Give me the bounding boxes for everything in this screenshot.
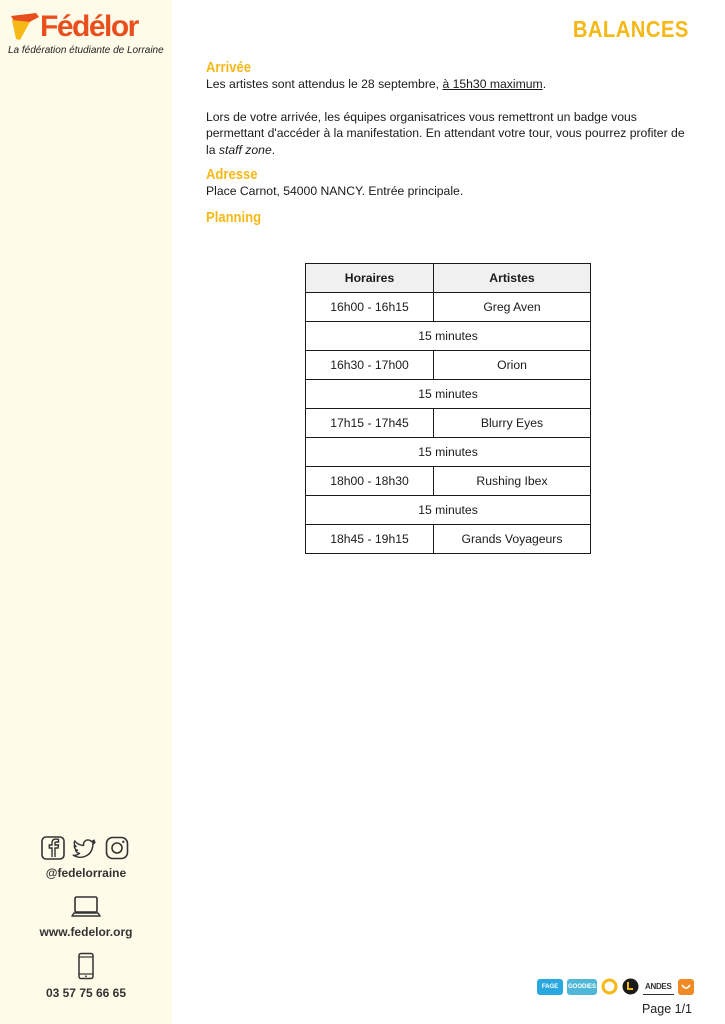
schedule-header-row (306, 264, 591, 293)
slot-time: 16h30 - 17h00 (306, 351, 434, 380)
slot-artist: Blurry Eyes (434, 409, 591, 438)
table-row (306, 525, 591, 554)
table-row (306, 438, 591, 467)
table-row (306, 467, 591, 496)
address-heading: Adresse (206, 167, 258, 183)
table-row (306, 409, 591, 438)
column-header-artist: Artistes (434, 264, 591, 293)
laptop-icon (71, 894, 101, 920)
slot-time: 18h00 - 18h30 (306, 467, 434, 496)
break-row: 15 minutes (306, 496, 591, 525)
sidebar (0, 0, 172, 1024)
arrival-deadline: à 15h30 maximum (442, 77, 543, 91)
table-row (306, 322, 591, 351)
slot-time: 17h15 - 17h45 (306, 409, 434, 438)
logo-wordmark: Fédélor (40, 10, 138, 43)
partner-logo-fage[interactable]: FAGE (537, 979, 563, 995)
fedelor-logo[interactable] (8, 12, 168, 56)
partner-logo-ring-icon[interactable] (601, 978, 618, 995)
slot-time: 18h45 - 19h15 (306, 525, 434, 554)
partner-logo-university-icon[interactable] (622, 978, 639, 995)
table-row (306, 496, 591, 525)
slot-time: 16h00 - 16h15 (306, 293, 434, 322)
schedule-table (305, 263, 591, 554)
twitter-icon[interactable] (72, 835, 98, 861)
logo-tagline: La fédération étudiante de Lorraine (8, 45, 164, 56)
break-row: 15 minutes (306, 438, 591, 467)
table-row (306, 380, 591, 409)
social-icons (40, 835, 130, 861)
partner-logo-goodies[interactable]: GOODIES (567, 979, 597, 995)
address-text: Place Carnot, 54000 NANCY. Entrée principale. (206, 184, 464, 198)
instagram-icon[interactable] (104, 835, 130, 861)
logo-mark-icon (8, 12, 42, 42)
facebook-icon[interactable] (40, 835, 66, 861)
document-title: BALANCES (573, 16, 689, 42)
planning-heading: Planning (206, 209, 262, 226)
website-link[interactable]: www.fedelor.org (39, 925, 133, 939)
slot-artist: Rushing Ibex (434, 467, 591, 496)
arrival-paragraph-2: Lors de votre arrivée, les équipes organisatrices vous remettront un badge vous permettant d'accéder à la manifestation. En attendant votre tour, vous pourrez profiter de la staff zone. (206, 109, 685, 157)
phone-number[interactable]: 03 57 75 66 65 (45, 986, 127, 1000)
main-content (206, 60, 696, 226)
page-number: Page 1/1 (641, 1002, 692, 1016)
arrival-heading: Arrivée (206, 60, 251, 76)
social-handle[interactable]: @fedelorraine (45, 866, 127, 880)
arrival-paragraph-1: Les artistes sont attendus le 28 septembre, à 15h30 maximum. (206, 77, 547, 91)
column-header-time: Horaires (306, 264, 434, 293)
partner-logo-orange-icon[interactable] (678, 979, 694, 995)
break-row: 15 minutes (306, 322, 591, 351)
phone-icon (77, 952, 95, 980)
partner-logos (537, 978, 694, 995)
staff-zone-term: staff zone (218, 142, 272, 157)
partner-logo-andes[interactable]: ANDES (643, 978, 674, 995)
slot-artist: Grands Voyageurs (434, 525, 591, 554)
slot-artist: Greg Aven (434, 293, 591, 322)
break-row: 15 minutes (306, 380, 591, 409)
slot-artist: Orion (434, 351, 591, 380)
table-row (306, 293, 591, 322)
table-row (306, 351, 591, 380)
